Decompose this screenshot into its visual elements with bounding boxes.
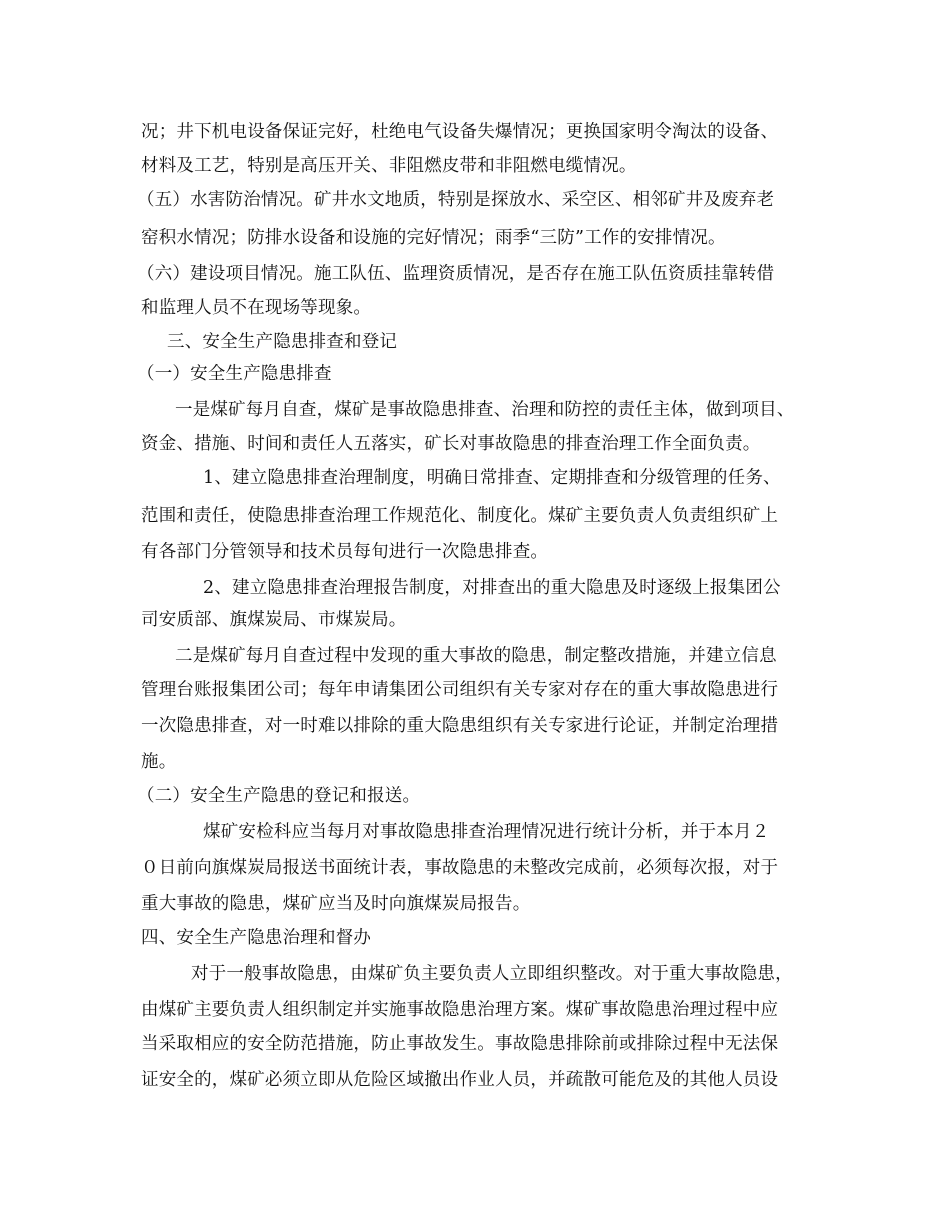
text-line: 材料及工艺，特别是高压开关、非阻燃皮带和非阻燃电缆情况。 bbox=[141, 156, 637, 176]
section-heading-4: 四、安全生产隐患治理和督办 bbox=[141, 928, 372, 948]
text-line: 资金、措施、时间和责任人五落实，矿长对事故隐患的排查治理工作全面负责。 bbox=[141, 434, 761, 454]
section-heading-3: 三、安全生产隐患排查和登记 bbox=[167, 332, 398, 352]
text-line: 范围和责任，使隐患排查治理工作规范化、制度化。煤矿主要负责人负责组织矿上 bbox=[141, 506, 779, 526]
paragraph-first-line: 一是煤矿每月自查，煤矿是事故隐患排查、治理和防控的责任主体，做到项目、 bbox=[175, 400, 795, 420]
text-line: 况；井下机电设备保证完好，杜绝电气设备失爆情况；更换国家明令淘汰的设备、 bbox=[141, 122, 779, 142]
list-item-1: 1、建立隐患排查治理制度，明确日常排查、定期排查和分级管理的任务、 bbox=[203, 468, 781, 488]
text-line: 有各部门分管领导和技术员每旬进行一次隐患排查。 bbox=[141, 542, 549, 562]
list-item-2: 2、建立隐患排查治理报告制度，对排查出的重大隐患及时逐级上报集团公 bbox=[203, 578, 781, 598]
subsection-heading: （二）安全生产隐患的登记和报送。 bbox=[137, 786, 421, 806]
section-heading-construction: （六）建设项目情况。施工队伍、监理资质情况，是否存在施工队伍资质挂靠转借 bbox=[137, 264, 775, 284]
paragraph-first-line: 二是煤矿每月自查过程中发现的重大事故的隐患，制定整改措施，并建立信息 bbox=[175, 646, 777, 666]
text-line: 窑积水情况；防排水设备和设施的完好情况；雨季“三防”工作的安排情况。 bbox=[141, 228, 726, 248]
paragraph-first-line: 对于一般事故隐患，由煤矿负主要负责人立即组织整改。对于重大事故隐患， bbox=[191, 964, 793, 984]
section-heading-water-hazard: （五）水害防治情况。矿井水文地质，特别是探放水、采空区、相邻矿井及废弃老 bbox=[137, 190, 775, 210]
text-line: 和监理人员不在现场等现象。 bbox=[141, 298, 372, 318]
text-line: 证安全的，煤矿必须立即从危险区域撤出作业人员，并疏散可能危及的其他人员设 bbox=[141, 1070, 779, 1090]
text-line: 当采取相应的安全防范措施，防止事故发生。事故隐患排除前或排除过程中无法保 bbox=[141, 1034, 779, 1054]
text-line: ０日前向旗煤炭局报送书面统计表，事故隐患的未整改完成前，必须每次报，对于 bbox=[141, 858, 779, 878]
text-line: 重大事故的隐患，煤矿应当及时向旗煤炭局报告。 bbox=[141, 894, 531, 914]
subsection-heading: （一）安全生产隐患排查 bbox=[137, 364, 332, 384]
text-line: 司安质部、旗煤炭局、市煤炭局。 bbox=[141, 610, 407, 630]
paragraph-first-line: 煤矿安检科应当每月对事故隐患排查治理情况进行统计分析，并于本月２ bbox=[203, 822, 770, 842]
text-line: 施。 bbox=[141, 752, 177, 772]
text-line: 一次隐患排查，对一时难以排除的重大隐患组织有关专家进行论证，并制定治理措 bbox=[141, 716, 779, 736]
text-line: 管理台账报集团公司；每年申请集团公司组织有关专家对存在的重大事故隐患进行 bbox=[141, 680, 779, 700]
text-line: 由煤矿主要负责人组织制定并实施事故隐患治理方案。煤矿事故隐患治理过程中应 bbox=[141, 1000, 779, 1020]
